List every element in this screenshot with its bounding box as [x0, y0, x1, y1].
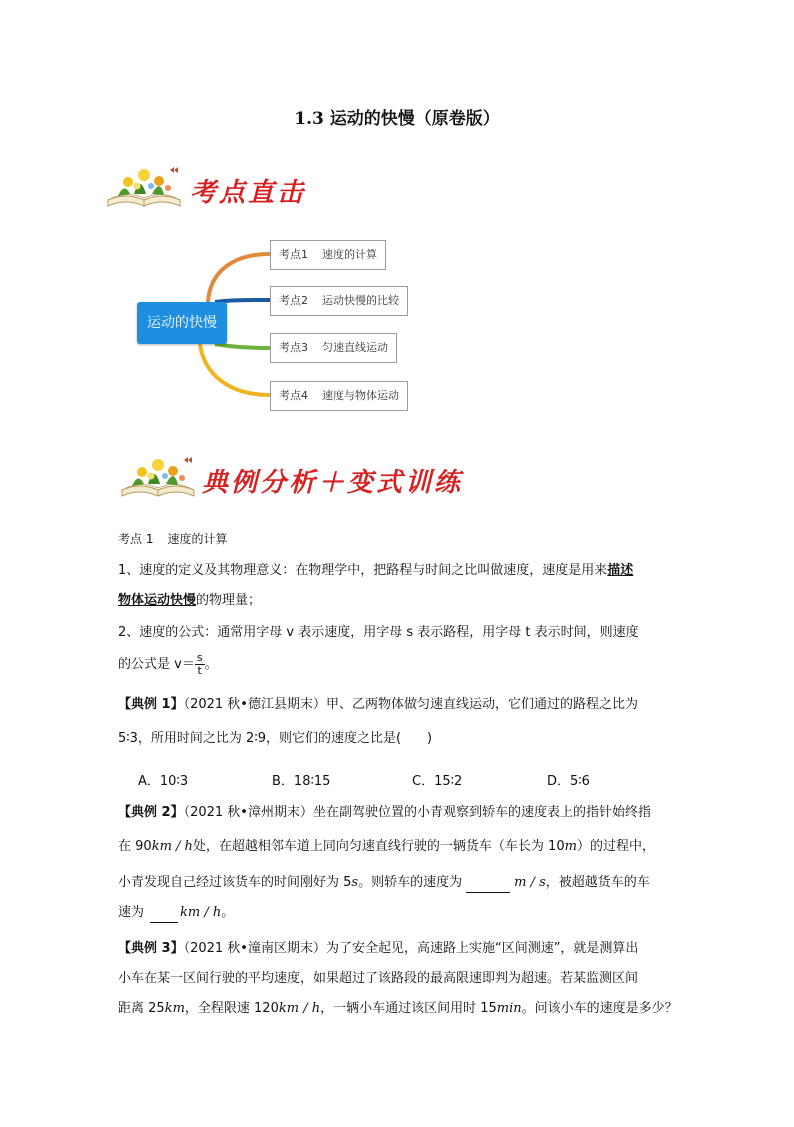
heading-label: 速度的计算 [167, 532, 228, 546]
answer-blank-1[interactable] [466, 874, 510, 893]
text: 。 [221, 905, 235, 920]
unit: km [164, 1001, 185, 1016]
branch-label: 运动快慢的比较 [322, 294, 399, 307]
text: 的物理量； [196, 593, 262, 608]
emphasis: 描述 [607, 563, 634, 578]
text: 。 [204, 657, 218, 672]
example-3-line1 [118, 940, 678, 958]
unit: s [351, 875, 359, 890]
text: 。问该小车的速度是多少？ [521, 1001, 678, 1016]
mindmap-branch-3 [270, 333, 397, 363]
branch-line-1 [208, 254, 270, 302]
example-2-line4 [118, 904, 678, 923]
text: （2021 秋•漳州期末）坐在副驾驶位置的小青观察到轿车的速度表上的指针始终指 [183, 805, 651, 820]
branch-label: 匀速直线运动 [322, 341, 388, 354]
paragraph-definition-line1 [118, 562, 678, 580]
mindmap-branch-1 [270, 240, 386, 270]
branch-line-4 [200, 344, 270, 395]
unit: min [496, 1001, 522, 1016]
branch-number: 考点4 [279, 389, 308, 402]
branch-line-3 [215, 344, 270, 348]
text: 。则轿车的速度为 [358, 875, 463, 890]
paragraph-formula-line1 [118, 624, 678, 642]
example-2-line2 [118, 838, 678, 856]
mindmap-root: 运动的快慢 [137, 302, 227, 344]
option-c: C．15∶2 [412, 774, 463, 789]
mindmap-branch-2 [270, 286, 408, 316]
text: 处，在超越相邻车道上同向匀速直线行驶的一辆货车（车长为 10 [192, 839, 565, 854]
example-2-line1 [118, 804, 678, 822]
text: ，全程限速 120 [184, 1001, 279, 1016]
option-d: D．5∶6 [547, 774, 590, 789]
text: ）的过程中， [576, 839, 655, 854]
option-a: A．10∶3 [138, 774, 189, 789]
speed-formula-fraction [195, 652, 205, 677]
numerator: s [196, 651, 203, 664]
section-banner-title: 典例分析＋变式训练 [202, 468, 464, 498]
branch-label: 速度与物体运动 [322, 389, 399, 402]
text: （2021 秋•德江县期末）甲、乙两物体做匀速直线运动，它们通过的路程之比为 [183, 697, 638, 712]
branch-number: 考点3 [279, 341, 308, 354]
heading-number: 考点 1 [118, 532, 154, 546]
example-tag: 【典例 1】 [118, 697, 184, 712]
example-1-line2 [118, 730, 678, 748]
unit: m [564, 839, 577, 854]
example-3-line2 [118, 970, 678, 988]
branch-number: 考点2 [279, 294, 308, 307]
emphasis: 物体运动快慢 [118, 593, 197, 608]
text: 小车在某一区间行驶的平均速度，如果超过了该路段的最高限速即判为超速。若某监测区间 [118, 971, 639, 986]
mindmap-branch-4 [270, 381, 408, 411]
paragraph-formula-line2 [118, 652, 678, 682]
open-book-flowers-icon [118, 454, 198, 500]
unit: m / s [514, 875, 546, 890]
unit: km / h [278, 1001, 321, 1016]
answer-blank-2[interactable] [150, 904, 178, 923]
branch-label: 速度的计算 [322, 248, 377, 261]
section-heading [118, 530, 678, 548]
text: 在 90 [118, 839, 152, 854]
text: 1、速度的定义及其物理意义：在物理学中，把路程与时间之比叫做速度，速度是用来 [118, 563, 608, 578]
text: 的公式是 v＝ [118, 657, 195, 672]
option-b: B．18∶15 [272, 774, 331, 789]
open-book-flowers-icon [104, 164, 184, 210]
text: （2021 秋•潼南区期末）为了安全起见，高速路上实施“区间测速”，就是测算出 [183, 941, 639, 956]
text: 距离 25 [118, 1001, 165, 1016]
example-1-line1 [118, 696, 678, 714]
text: 速为 [118, 905, 145, 920]
branch-number: 考点1 [279, 248, 308, 261]
text: 小青发现自己经过该货车的时间刚好为 5 [118, 875, 352, 890]
text: 5∶3，所用时间之比为 2∶9，则它们的速度之比是( ) [118, 731, 433, 746]
text: 2、速度的公式：通常用字母 v 表示速度，用字母 s 表示路程，用字母 t 表示时间，则速度 [118, 625, 639, 640]
example-3-line3 [118, 1000, 678, 1018]
example-tag: 【典例 2】 [118, 805, 184, 820]
example-tag: 【典例 3】 [118, 941, 184, 956]
text: ，被超越货车的车 [545, 875, 650, 890]
paragraph-definition-line2 [118, 592, 678, 610]
unit: km / h [180, 905, 222, 920]
section-banner-title: 考点直击 [190, 178, 307, 208]
example-2-line3 [118, 874, 678, 893]
denominator: t [197, 664, 202, 677]
unit: km / h [151, 839, 193, 854]
page-title: 1.3 运动的快慢（原卷版） [294, 109, 500, 129]
text: ，一辆小车通过该区间用时 15 [320, 1001, 497, 1016]
